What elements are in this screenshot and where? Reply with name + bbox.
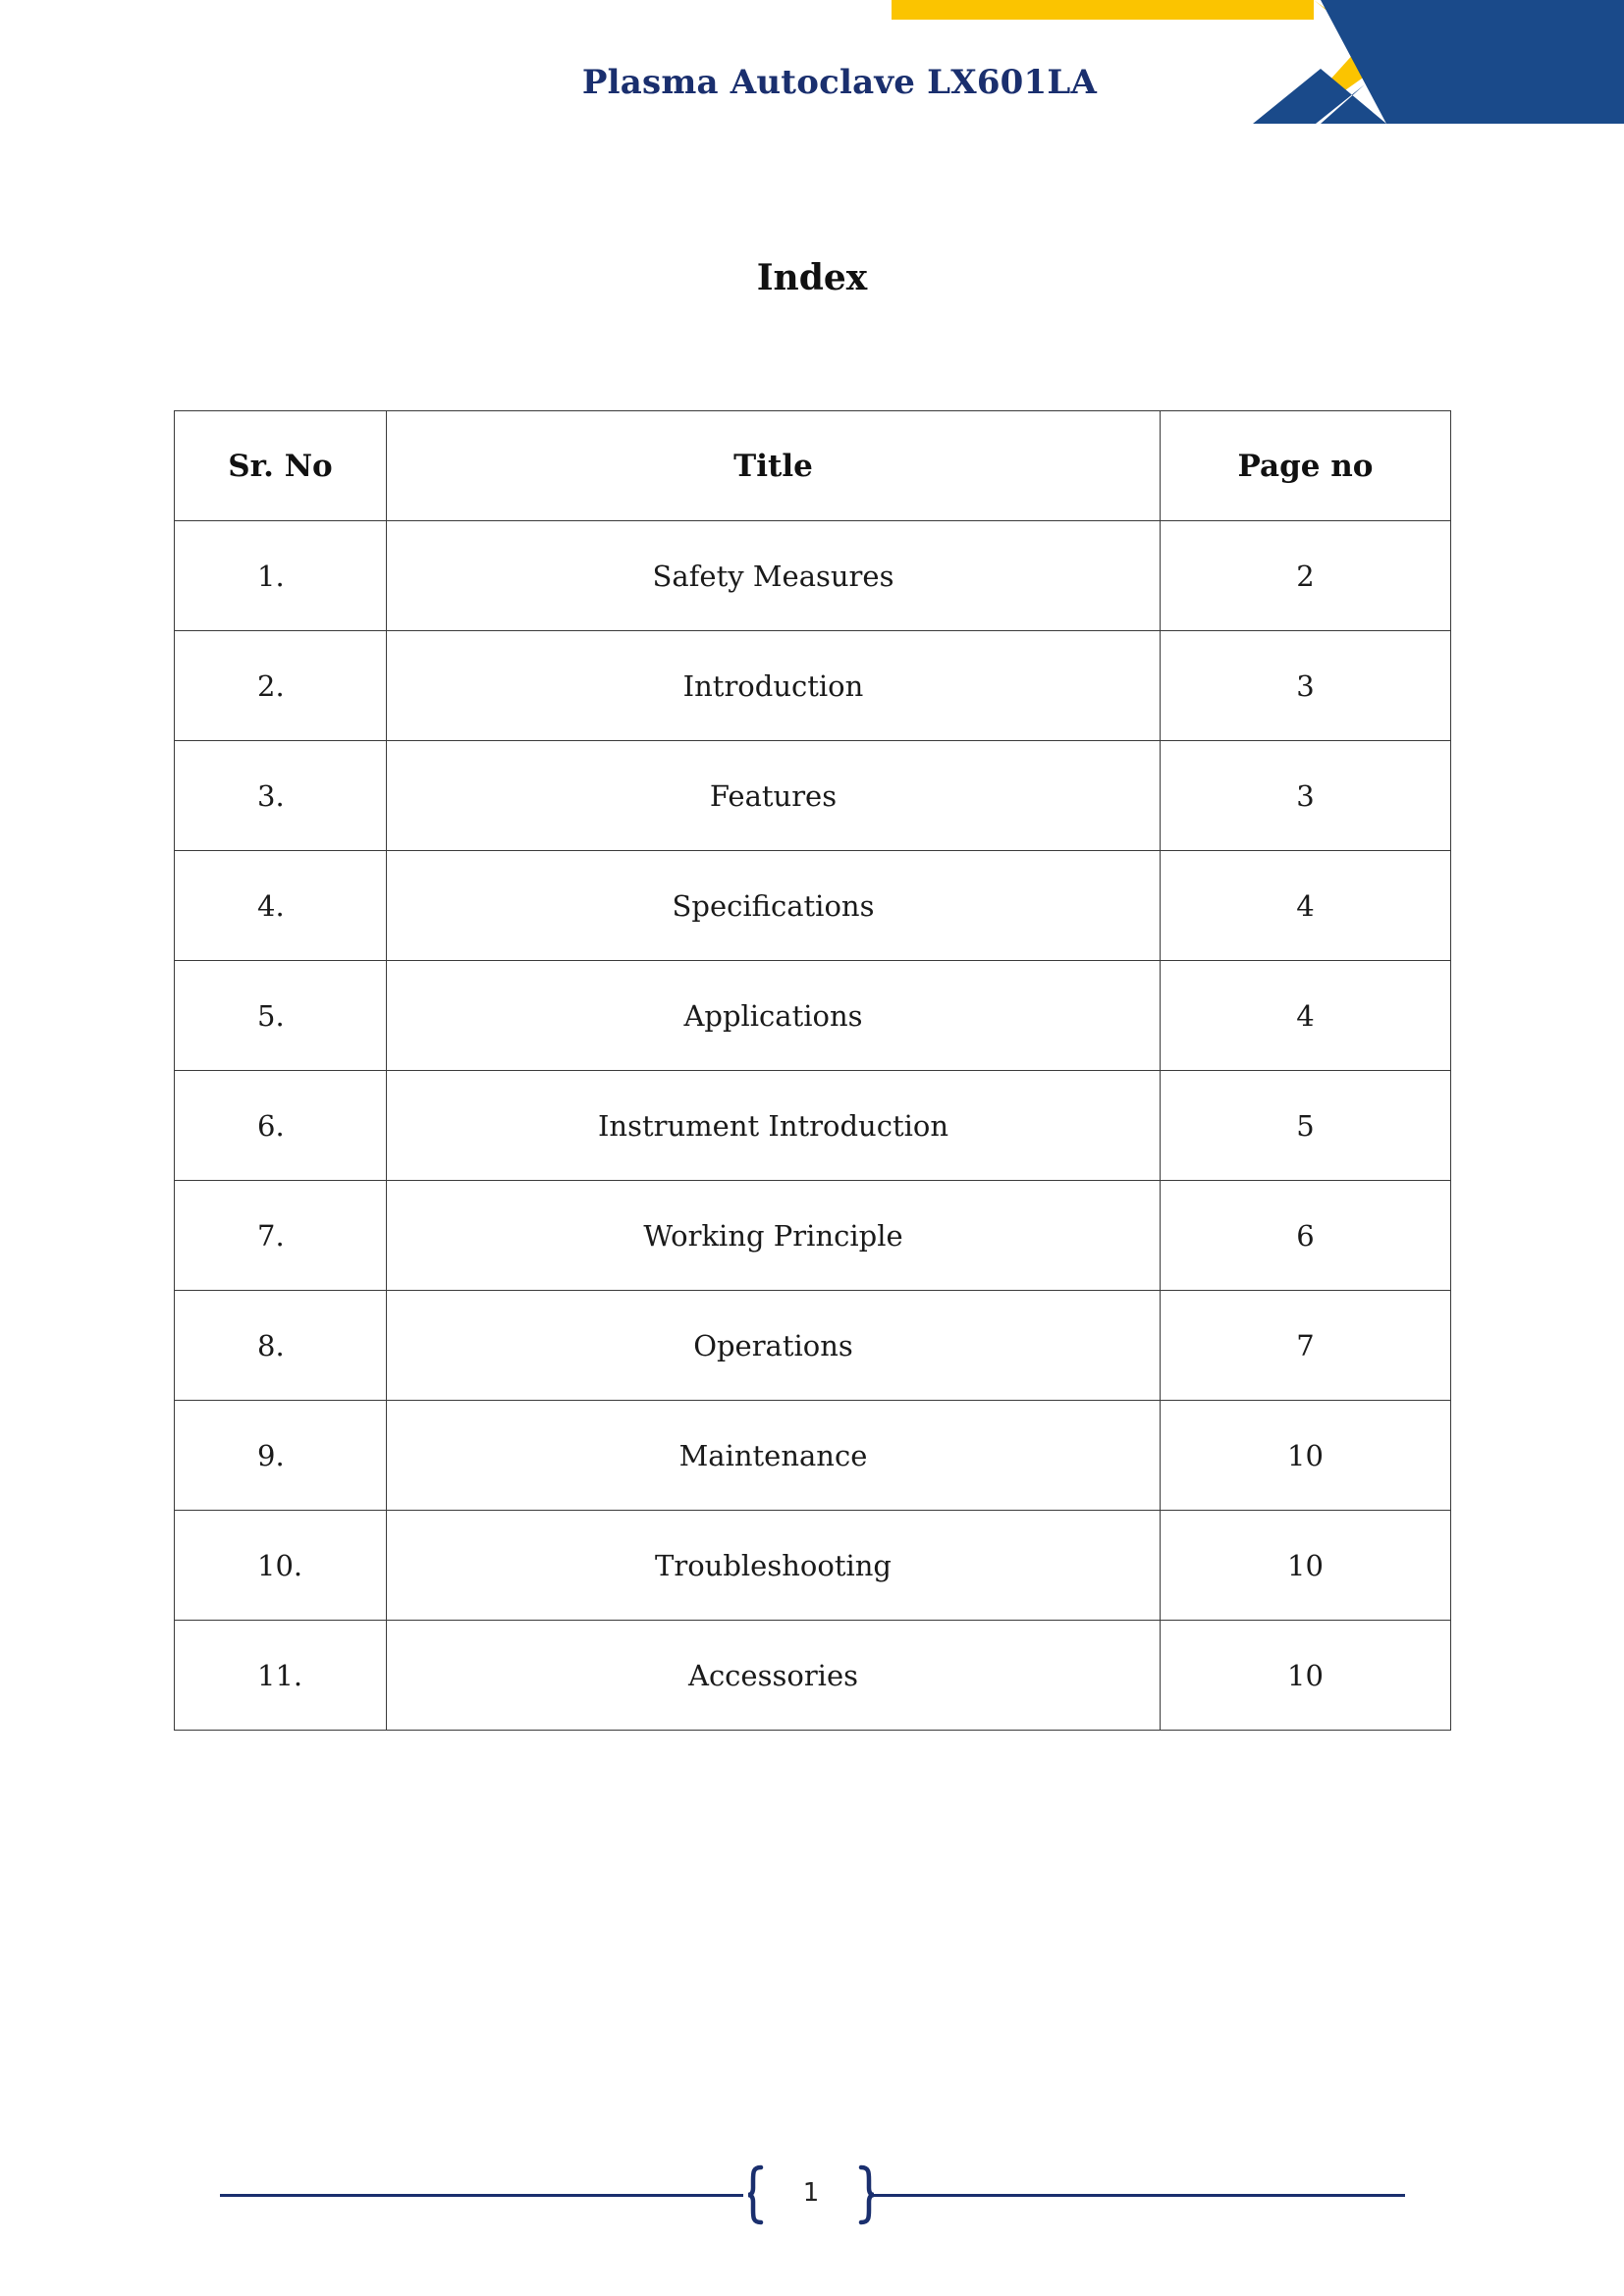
table-row [175, 1291, 1451, 1401]
row-page-no: 7 [1161, 1291, 1451, 1401]
column-header-page-no: Page no [1161, 411, 1451, 521]
table-header-row [175, 411, 1451, 521]
row-page-no: 3 [1161, 741, 1451, 851]
row-title: Features [387, 741, 1161, 851]
row-title: Introduction [387, 631, 1161, 741]
footer-rule-right [872, 2194, 1405, 2197]
row-sr-no: 4. [175, 851, 387, 961]
row-title: Applications [387, 961, 1161, 1071]
table-row [175, 1181, 1451, 1291]
page-footer [0, 2164, 1624, 2223]
index-table [174, 410, 1451, 1731]
table-row [175, 521, 1451, 631]
row-sr-no: 6. [175, 1071, 387, 1181]
row-page-no: 10 [1161, 1401, 1451, 1511]
row-title: Working Principle [387, 1181, 1161, 1291]
row-sr-no: 1. [175, 521, 387, 631]
row-title: Accessories [387, 1621, 1161, 1731]
row-title: Operations [387, 1291, 1161, 1401]
row-page-no: 5 [1161, 1071, 1451, 1181]
index-heading: Index [756, 257, 868, 298]
column-header-title: Title [387, 411, 1161, 521]
row-sr-no: 8. [175, 1291, 387, 1401]
header-yellow-bar [892, 0, 1314, 20]
row-sr-no: 10. [175, 1511, 387, 1621]
row-sr-no: 5. [175, 961, 387, 1071]
row-page-no: 10 [1161, 1511, 1451, 1621]
table-row [175, 1511, 1451, 1621]
row-title: Troubleshooting [387, 1511, 1161, 1621]
row-title: Specifications [387, 851, 1161, 961]
page-number: 1 [802, 2178, 820, 2208]
row-page-no: 6 [1161, 1181, 1451, 1291]
table-row [175, 1071, 1451, 1181]
table-row [175, 741, 1451, 851]
footer-rule-left [220, 2194, 743, 2197]
row-page-no: 4 [1161, 961, 1451, 1071]
row-sr-no: 3. [175, 741, 387, 851]
left-brace-icon [746, 2164, 766, 2225]
table-row [175, 1401, 1451, 1511]
column-header-sr-no: Sr. No [175, 411, 387, 521]
row-sr-no: 2. [175, 631, 387, 741]
row-page-no: 10 [1161, 1621, 1451, 1731]
table-row [175, 1621, 1451, 1731]
row-title: Instrument Introduction [387, 1071, 1161, 1181]
table-row [175, 631, 1451, 741]
table-row [175, 961, 1451, 1071]
row-page-no: 3 [1161, 631, 1451, 741]
row-sr-no: 9. [175, 1401, 387, 1511]
row-sr-no: 7. [175, 1181, 387, 1291]
row-page-no: 2 [1161, 521, 1451, 631]
row-page-no: 4 [1161, 851, 1451, 961]
document-title: Plasma Autoclave LX601LA [581, 63, 1098, 102]
table-row [175, 851, 1451, 961]
row-title: Safety Measures [387, 521, 1161, 631]
row-title: Maintenance [387, 1401, 1161, 1511]
row-sr-no: 11. [175, 1621, 387, 1731]
